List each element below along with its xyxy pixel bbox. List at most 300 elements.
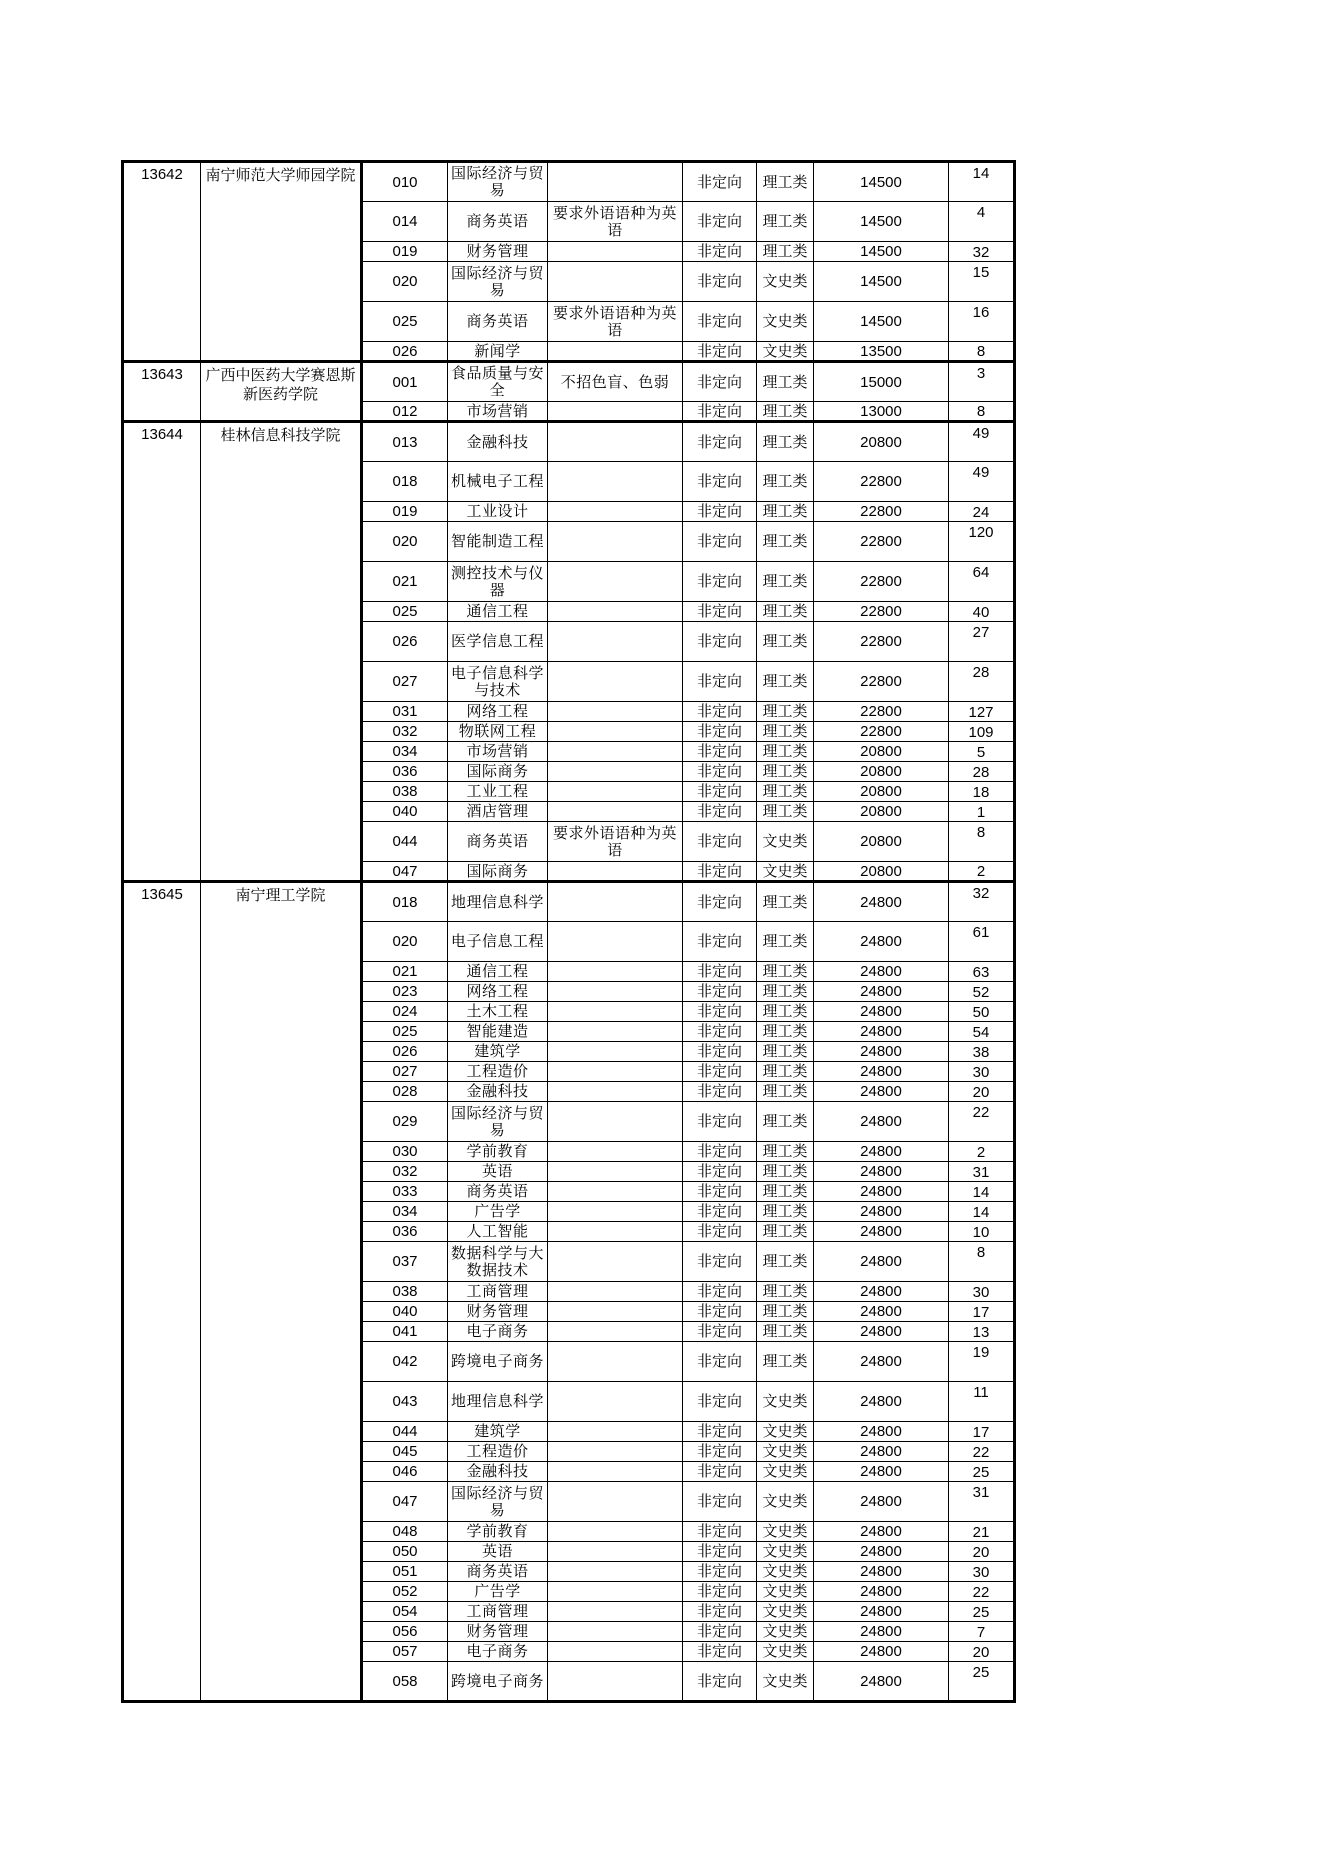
major-name: 工业工程 bbox=[448, 782, 548, 802]
subject-category: 理工类 bbox=[757, 1162, 814, 1182]
enrollment-quota: 50 bbox=[949, 1002, 1015, 1022]
enrollment-quota: 32 bbox=[949, 242, 1015, 262]
tuition-fee: 14500 bbox=[814, 202, 949, 242]
major-name: 数据科学与大数据技术 bbox=[448, 1242, 548, 1282]
subject-category: 文史类 bbox=[757, 1562, 814, 1582]
subject-category: 理工类 bbox=[757, 922, 814, 962]
major-name: 市场营销 bbox=[448, 402, 548, 422]
major-note bbox=[548, 1422, 683, 1442]
major-note bbox=[548, 1002, 683, 1022]
enrollment-direction: 非定向 bbox=[683, 362, 757, 402]
major-code: 034 bbox=[362, 742, 448, 762]
enrollment-quota: 18 bbox=[949, 782, 1015, 802]
tuition-fee: 14500 bbox=[814, 242, 949, 262]
subject-category: 理工类 bbox=[757, 1242, 814, 1282]
subject-category: 理工类 bbox=[757, 882, 814, 922]
enrollment-direction: 非定向 bbox=[683, 1382, 757, 1422]
major-code: 031 bbox=[362, 702, 448, 722]
enrollment-quota: 8 bbox=[949, 822, 1015, 862]
enrollment-quota: 17 bbox=[949, 1422, 1015, 1442]
major-code: 036 bbox=[362, 1222, 448, 1242]
subject-category: 理工类 bbox=[757, 522, 814, 562]
subject-category: 理工类 bbox=[757, 1202, 814, 1222]
major-note bbox=[548, 702, 683, 722]
major-code: 025 bbox=[362, 302, 448, 342]
tuition-fee: 24800 bbox=[814, 1162, 949, 1182]
major-name: 地理信息科学 bbox=[448, 882, 548, 922]
enrollment-direction: 非定向 bbox=[683, 962, 757, 982]
subject-category: 理工类 bbox=[757, 702, 814, 722]
enrollment-direction: 非定向 bbox=[683, 602, 757, 622]
enrollment-quota: 28 bbox=[949, 762, 1015, 782]
enrollment-quota: 30 bbox=[949, 1282, 1015, 1302]
major-note bbox=[548, 242, 683, 262]
institution-name: 南宁师范大学师园学院 bbox=[201, 162, 362, 362]
major-note bbox=[548, 1022, 683, 1042]
major-code: 051 bbox=[362, 1562, 448, 1582]
tuition-fee: 24800 bbox=[814, 882, 949, 922]
major-note bbox=[548, 1062, 683, 1082]
tuition-fee: 24800 bbox=[814, 1582, 949, 1602]
major-name: 广告学 bbox=[448, 1202, 548, 1222]
major-code: 056 bbox=[362, 1622, 448, 1642]
major-note bbox=[548, 782, 683, 802]
institution-code: 13645 bbox=[123, 882, 201, 1702]
major-name: 市场营销 bbox=[448, 742, 548, 762]
enrollment-direction: 非定向 bbox=[683, 622, 757, 662]
tuition-fee: 24800 bbox=[814, 1222, 949, 1242]
major-code: 041 bbox=[362, 1322, 448, 1342]
major-code: 025 bbox=[362, 602, 448, 622]
enrollment-quota: 25 bbox=[949, 1462, 1015, 1482]
enrollment-direction: 非定向 bbox=[683, 802, 757, 822]
major-name: 工业设计 bbox=[448, 502, 548, 522]
major-note bbox=[548, 1042, 683, 1062]
tuition-fee: 24800 bbox=[814, 1382, 949, 1422]
enrollment-quota: 2 bbox=[949, 1142, 1015, 1162]
enrollment-quota: 3 bbox=[949, 362, 1015, 402]
major-code: 044 bbox=[362, 822, 448, 862]
major-name: 物联网工程 bbox=[448, 722, 548, 742]
major-code: 040 bbox=[362, 802, 448, 822]
enrollment-quota: 21 bbox=[949, 1522, 1015, 1542]
enrollment-plan-table bbox=[121, 160, 1016, 1703]
enrollment-quota: 120 bbox=[949, 522, 1015, 562]
major-name: 工商管理 bbox=[448, 1282, 548, 1302]
tuition-fee: 14500 bbox=[814, 162, 949, 202]
enrollment-direction: 非定向 bbox=[683, 1422, 757, 1442]
major-code: 018 bbox=[362, 462, 448, 502]
enrollment-quota: 11 bbox=[949, 1382, 1015, 1422]
major-note bbox=[548, 742, 683, 762]
enrollment-direction: 非定向 bbox=[683, 782, 757, 802]
tuition-fee: 24800 bbox=[814, 1422, 949, 1442]
institution-name: 桂林信息科技学院 bbox=[201, 422, 362, 882]
enrollment-direction: 非定向 bbox=[683, 1662, 757, 1702]
major-name: 财务管理 bbox=[448, 242, 548, 262]
major-note bbox=[548, 1602, 683, 1622]
major-name: 工程造价 bbox=[448, 1442, 548, 1462]
enrollment-direction: 非定向 bbox=[683, 1142, 757, 1162]
enrollment-direction: 非定向 bbox=[683, 1302, 757, 1322]
tuition-fee: 24800 bbox=[814, 1602, 949, 1622]
major-name: 医学信息工程 bbox=[448, 622, 548, 662]
major-note bbox=[548, 1242, 683, 1282]
enrollment-direction: 非定向 bbox=[683, 462, 757, 502]
major-note bbox=[548, 462, 683, 502]
table-row bbox=[123, 882, 1015, 922]
major-code: 037 bbox=[362, 1242, 448, 1282]
enrollment-direction: 非定向 bbox=[683, 502, 757, 522]
subject-category: 文史类 bbox=[757, 1382, 814, 1422]
enrollment-quota: 8 bbox=[949, 1242, 1015, 1282]
tuition-fee: 20800 bbox=[814, 762, 949, 782]
major-code: 043 bbox=[362, 1382, 448, 1422]
major-name: 通信工程 bbox=[448, 962, 548, 982]
enrollment-quota: 31 bbox=[949, 1162, 1015, 1182]
major-code: 027 bbox=[362, 1062, 448, 1082]
enrollment-quota: 64 bbox=[949, 562, 1015, 602]
major-name: 人工智能 bbox=[448, 1222, 548, 1242]
subject-category: 文史类 bbox=[757, 1542, 814, 1562]
tuition-fee: 24800 bbox=[814, 922, 949, 962]
major-name: 学前教育 bbox=[448, 1142, 548, 1162]
subject-category: 理工类 bbox=[757, 242, 814, 262]
subject-category: 理工类 bbox=[757, 762, 814, 782]
major-note bbox=[548, 1322, 683, 1342]
enrollment-direction: 非定向 bbox=[683, 1522, 757, 1542]
major-name: 国际商务 bbox=[448, 762, 548, 782]
subject-category: 理工类 bbox=[757, 1342, 814, 1382]
major-code: 026 bbox=[362, 622, 448, 662]
enrollment-quota: 25 bbox=[949, 1662, 1015, 1702]
major-note bbox=[548, 1162, 683, 1182]
enrollment-quota: 25 bbox=[949, 1602, 1015, 1622]
major-name: 智能制造工程 bbox=[448, 522, 548, 562]
enrollment-quota: 22 bbox=[949, 1582, 1015, 1602]
major-note bbox=[548, 1662, 683, 1702]
tuition-fee: 24800 bbox=[814, 1622, 949, 1642]
enrollment-direction: 非定向 bbox=[683, 1102, 757, 1142]
enrollment-quota: 20 bbox=[949, 1642, 1015, 1662]
subject-category: 文史类 bbox=[757, 1582, 814, 1602]
major-code: 013 bbox=[362, 422, 448, 462]
major-name: 国际经济与贸易 bbox=[448, 1482, 548, 1522]
major-name: 金融科技 bbox=[448, 422, 548, 462]
tuition-fee: 22800 bbox=[814, 602, 949, 622]
major-name: 跨境电子商务 bbox=[448, 1342, 548, 1382]
subject-category: 文史类 bbox=[757, 1622, 814, 1642]
major-name: 电子商务 bbox=[448, 1642, 548, 1662]
enrollment-quota: 14 bbox=[949, 1182, 1015, 1202]
tuition-fee: 20800 bbox=[814, 782, 949, 802]
major-name: 商务英语 bbox=[448, 1182, 548, 1202]
enrollment-direction: 非定向 bbox=[683, 742, 757, 762]
tuition-fee: 24800 bbox=[814, 982, 949, 1002]
enrollment-direction: 非定向 bbox=[683, 202, 757, 242]
subject-category: 理工类 bbox=[757, 1182, 814, 1202]
tuition-fee: 13000 bbox=[814, 402, 949, 422]
subject-category: 文史类 bbox=[757, 822, 814, 862]
enrollment-direction: 非定向 bbox=[683, 1582, 757, 1602]
enrollment-quota: 14 bbox=[949, 1202, 1015, 1222]
tuition-fee: 24800 bbox=[814, 1062, 949, 1082]
major-name: 财务管理 bbox=[448, 1302, 548, 1322]
enrollment-quota: 15 bbox=[949, 262, 1015, 302]
major-name: 工程造价 bbox=[448, 1062, 548, 1082]
enrollment-direction: 非定向 bbox=[683, 1342, 757, 1382]
enrollment-direction: 非定向 bbox=[683, 882, 757, 922]
major-name: 国际经济与贸易 bbox=[448, 262, 548, 302]
major-code: 029 bbox=[362, 1102, 448, 1142]
major-note bbox=[548, 1462, 683, 1482]
enrollment-direction: 非定向 bbox=[683, 162, 757, 202]
subject-category: 理工类 bbox=[757, 1062, 814, 1082]
subject-category: 理工类 bbox=[757, 202, 814, 242]
tuition-fee: 22800 bbox=[814, 522, 949, 562]
enrollment-quota: 20 bbox=[949, 1542, 1015, 1562]
major-name: 学前教育 bbox=[448, 1522, 548, 1542]
subject-category: 理工类 bbox=[757, 802, 814, 822]
major-name: 智能建造 bbox=[448, 1022, 548, 1042]
major-code: 032 bbox=[362, 1162, 448, 1182]
major-note bbox=[548, 622, 683, 662]
major-code: 027 bbox=[362, 662, 448, 702]
institution-code: 13643 bbox=[123, 362, 201, 422]
enrollment-quota: 31 bbox=[949, 1482, 1015, 1522]
table-body bbox=[123, 162, 1015, 1702]
tuition-fee: 20800 bbox=[814, 822, 949, 862]
tuition-fee: 20800 bbox=[814, 862, 949, 882]
enrollment-direction: 非定向 bbox=[683, 1202, 757, 1222]
tuition-fee: 22800 bbox=[814, 562, 949, 602]
major-note bbox=[548, 662, 683, 702]
tuition-fee: 24800 bbox=[814, 1462, 949, 1482]
subject-category: 理工类 bbox=[757, 662, 814, 702]
tuition-fee: 24800 bbox=[814, 1542, 949, 1562]
major-note bbox=[548, 1542, 683, 1562]
major-code: 040 bbox=[362, 1302, 448, 1322]
major-name: 网络工程 bbox=[448, 982, 548, 1002]
enrollment-quota: 22 bbox=[949, 1442, 1015, 1462]
subject-category: 理工类 bbox=[757, 422, 814, 462]
subject-category: 理工类 bbox=[757, 1222, 814, 1242]
enrollment-direction: 非定向 bbox=[683, 1182, 757, 1202]
major-name: 食品质量与安全 bbox=[448, 362, 548, 402]
enrollment-quota: 2 bbox=[949, 862, 1015, 882]
tuition-fee: 14500 bbox=[814, 302, 949, 342]
major-code: 020 bbox=[362, 262, 448, 302]
enrollment-quota: 52 bbox=[949, 982, 1015, 1002]
major-note bbox=[548, 722, 683, 742]
enrollment-quota: 49 bbox=[949, 422, 1015, 462]
subject-category: 理工类 bbox=[757, 602, 814, 622]
major-note bbox=[548, 1382, 683, 1422]
enrollment-quota: 16 bbox=[949, 302, 1015, 342]
tuition-fee: 22800 bbox=[814, 702, 949, 722]
major-name: 新闻学 bbox=[448, 342, 548, 362]
enrollment-quota: 8 bbox=[949, 402, 1015, 422]
subject-category: 理工类 bbox=[757, 782, 814, 802]
major-note bbox=[548, 1142, 683, 1162]
institution-code: 13642 bbox=[123, 162, 201, 362]
enrollment-quota: 54 bbox=[949, 1022, 1015, 1042]
subject-category: 理工类 bbox=[757, 1282, 814, 1302]
enrollment-direction: 非定向 bbox=[683, 562, 757, 602]
major-code: 042 bbox=[362, 1342, 448, 1382]
major-note bbox=[548, 1622, 683, 1642]
major-name: 国际经济与贸易 bbox=[448, 162, 548, 202]
major-name: 商务英语 bbox=[448, 1562, 548, 1582]
enrollment-direction: 非定向 bbox=[683, 1002, 757, 1022]
major-code: 054 bbox=[362, 1602, 448, 1622]
enrollment-direction: 非定向 bbox=[683, 522, 757, 562]
tuition-fee: 20800 bbox=[814, 422, 949, 462]
institution-name: 广西中医药大学赛恩斯新医药学院 bbox=[201, 362, 362, 422]
subject-category: 理工类 bbox=[757, 1142, 814, 1162]
major-code: 018 bbox=[362, 882, 448, 922]
subject-category: 理工类 bbox=[757, 1002, 814, 1022]
major-code: 010 bbox=[362, 162, 448, 202]
subject-category: 理工类 bbox=[757, 362, 814, 402]
enrollment-direction: 非定向 bbox=[683, 822, 757, 862]
major-note bbox=[548, 1562, 683, 1582]
tuition-fee: 15000 bbox=[814, 362, 949, 402]
major-name: 地理信息科学 bbox=[448, 1382, 548, 1422]
enrollment-direction: 非定向 bbox=[683, 1022, 757, 1042]
major-note bbox=[548, 922, 683, 962]
enrollment-quota: 49 bbox=[949, 462, 1015, 502]
enrollment-quota: 27 bbox=[949, 622, 1015, 662]
subject-category: 文史类 bbox=[757, 302, 814, 342]
enrollment-direction: 非定向 bbox=[683, 722, 757, 742]
major-note bbox=[548, 342, 683, 362]
major-note bbox=[548, 502, 683, 522]
enrollment-direction: 非定向 bbox=[683, 862, 757, 882]
major-note bbox=[548, 562, 683, 602]
enrollment-quota: 1 bbox=[949, 802, 1015, 822]
tuition-fee: 24800 bbox=[814, 1042, 949, 1062]
institution-name: 南宁理工学院 bbox=[201, 882, 362, 1702]
enrollment-direction: 非定向 bbox=[683, 1322, 757, 1342]
enrollment-quota: 20 bbox=[949, 1082, 1015, 1102]
major-name: 英语 bbox=[448, 1542, 548, 1562]
major-code: 034 bbox=[362, 1202, 448, 1222]
subject-category: 理工类 bbox=[757, 502, 814, 522]
major-code: 044 bbox=[362, 1422, 448, 1442]
enrollment-direction: 非定向 bbox=[683, 702, 757, 722]
major-name: 商务英语 bbox=[448, 302, 548, 342]
enrollment-quota: 17 bbox=[949, 1302, 1015, 1322]
subject-category: 理工类 bbox=[757, 402, 814, 422]
major-name: 金融科技 bbox=[448, 1462, 548, 1482]
major-code: 001 bbox=[362, 362, 448, 402]
major-note: 要求外语语种为英语 bbox=[548, 302, 683, 342]
subject-category: 文史类 bbox=[757, 1662, 814, 1702]
major-name: 通信工程 bbox=[448, 602, 548, 622]
institution-code: 13644 bbox=[123, 422, 201, 882]
major-name: 电子商务 bbox=[448, 1322, 548, 1342]
enrollment-quota: 63 bbox=[949, 962, 1015, 982]
major-name: 土木工程 bbox=[448, 1002, 548, 1022]
subject-category: 理工类 bbox=[757, 622, 814, 662]
enrollment-direction: 非定向 bbox=[683, 262, 757, 302]
major-code: 021 bbox=[362, 962, 448, 982]
enrollment-quota: 127 bbox=[949, 702, 1015, 722]
enrollment-quota: 38 bbox=[949, 1042, 1015, 1062]
major-note bbox=[548, 1482, 683, 1522]
subject-category: 理工类 bbox=[757, 962, 814, 982]
major-note bbox=[548, 1302, 683, 1322]
enrollment-quota: 61 bbox=[949, 922, 1015, 962]
enrollment-direction: 非定向 bbox=[683, 1482, 757, 1522]
subject-category: 文史类 bbox=[757, 1482, 814, 1522]
major-code: 014 bbox=[362, 202, 448, 242]
major-note bbox=[548, 1182, 683, 1202]
major-code: 028 bbox=[362, 1082, 448, 1102]
major-note bbox=[548, 982, 683, 1002]
tuition-fee: 24800 bbox=[814, 962, 949, 982]
major-code: 047 bbox=[362, 862, 448, 882]
subject-category: 理工类 bbox=[757, 982, 814, 1002]
major-code: 019 bbox=[362, 242, 448, 262]
enrollment-quota: 109 bbox=[949, 722, 1015, 742]
enrollment-quota: 4 bbox=[949, 202, 1015, 242]
tuition-fee: 24800 bbox=[814, 1342, 949, 1382]
major-code: 032 bbox=[362, 722, 448, 742]
tuition-fee: 22800 bbox=[814, 622, 949, 662]
tuition-fee: 24800 bbox=[814, 1562, 949, 1582]
enrollment-quota: 40 bbox=[949, 602, 1015, 622]
enrollment-direction: 非定向 bbox=[683, 242, 757, 262]
enrollment-direction: 非定向 bbox=[683, 762, 757, 782]
major-note bbox=[548, 402, 683, 422]
major-code: 019 bbox=[362, 502, 448, 522]
enrollment-direction: 非定向 bbox=[683, 1442, 757, 1462]
major-code: 046 bbox=[362, 1462, 448, 1482]
table-row bbox=[123, 162, 1015, 202]
major-note bbox=[548, 602, 683, 622]
tuition-fee: 24800 bbox=[814, 1302, 949, 1322]
major-code: 025 bbox=[362, 1022, 448, 1042]
subject-category: 理工类 bbox=[757, 1082, 814, 1102]
major-note: 要求外语语种为英语 bbox=[548, 202, 683, 242]
tuition-fee: 24800 bbox=[814, 1102, 949, 1142]
enrollment-direction: 非定向 bbox=[683, 1282, 757, 1302]
subject-category: 文史类 bbox=[757, 1642, 814, 1662]
enrollment-quota: 8 bbox=[949, 342, 1015, 362]
major-note bbox=[548, 1102, 683, 1142]
major-code: 023 bbox=[362, 982, 448, 1002]
tuition-fee: 24800 bbox=[814, 1442, 949, 1462]
enrollment-direction: 非定向 bbox=[683, 662, 757, 702]
major-code: 038 bbox=[362, 1282, 448, 1302]
tuition-fee: 24800 bbox=[814, 1642, 949, 1662]
enrollment-quota: 32 bbox=[949, 882, 1015, 922]
major-name: 网络工程 bbox=[448, 702, 548, 722]
tuition-fee: 24800 bbox=[814, 1662, 949, 1702]
enrollment-quota: 22 bbox=[949, 1102, 1015, 1142]
enrollment-quota: 30 bbox=[949, 1562, 1015, 1582]
major-name: 国际经济与贸易 bbox=[448, 1102, 548, 1142]
major-name: 电子信息科学与技术 bbox=[448, 662, 548, 702]
tuition-fee: 14500 bbox=[814, 262, 949, 302]
subject-category: 理工类 bbox=[757, 162, 814, 202]
subject-category: 理工类 bbox=[757, 1022, 814, 1042]
tuition-fee: 24800 bbox=[814, 1022, 949, 1042]
major-code: 026 bbox=[362, 342, 448, 362]
major-code: 024 bbox=[362, 1002, 448, 1022]
